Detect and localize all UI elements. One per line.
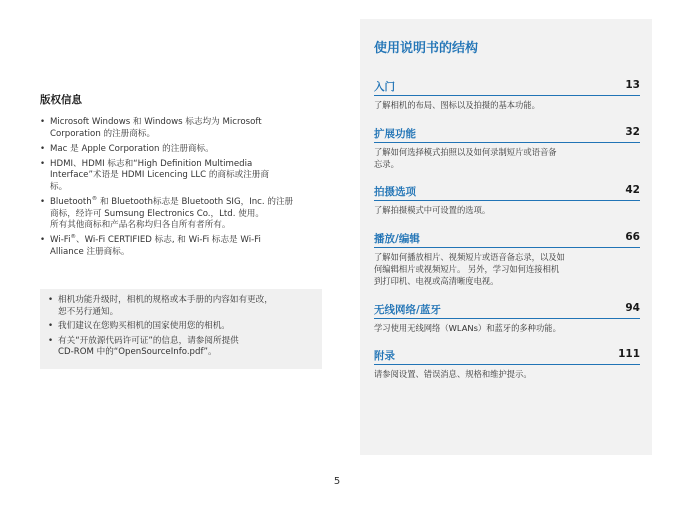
copyright-title: 版权信息: [40, 94, 82, 106]
list-item: [40, 144, 312, 156]
text-line: 了解拍摄模式中可设置的选项。: [374, 205, 491, 216]
text-line: • Mac 是 Apple Corporation 的注册商标。: [50, 143, 214, 154]
copyright-list: [40, 117, 312, 259]
toc-entry-page[interactable]: 42: [625, 184, 640, 197]
text-line: CD-ROM 中的“OpenSourceInfo.pdf”。: [58, 347, 217, 358]
list-item: [48, 321, 314, 333]
text-line: 学习使用无线网络（WLANs）和蓝牙的多种功能。: [374, 322, 561, 333]
toc-entry-page[interactable]: 32: [625, 125, 640, 138]
text-line: 忘录。: [374, 158, 399, 169]
text-line: Interface”术语是 HDMI Licencing LLC 的商标或注册商: [50, 170, 270, 181]
text-line: 何编辑相片或视频短片。 另外，学习如何连接相机: [374, 263, 560, 274]
toc-entry-description: [374, 323, 640, 335]
toc-entry-header: [374, 79, 640, 96]
page-number: 5: [333, 476, 341, 487]
toc-entry-wireless-bluetooth[interactable]: [374, 302, 640, 335]
toc-list: [374, 79, 640, 381]
toc-entry-label[interactable]: 无线网络/蓝牙: [374, 303, 441, 316]
registered-mark: ®: [70, 234, 77, 241]
text-line: 到打印机、电视或高清晰度电视。: [374, 275, 499, 286]
text-line: 了解如何选择模式拍照以及如何录制短片或语音备: [374, 146, 557, 157]
brand-name: Wi-Fi: [50, 235, 71, 246]
toc-entry-header: [374, 302, 640, 319]
list-item: [40, 235, 312, 258]
toc-entry-page[interactable]: 94: [625, 301, 640, 314]
text-run: 、Wi-Fi CERTIFIED 标志, 和 Wi-Fi 标志是 Wi-Fi: [76, 235, 261, 246]
toc-entry-page[interactable]: 66: [625, 231, 640, 244]
toc-entry-description: [374, 369, 640, 381]
toc-entry-label[interactable]: 播放/编辑: [374, 233, 420, 246]
text-line: 所有其他商标和产品名称均归各自所有者所有。: [50, 220, 231, 231]
toc-entry-header: [374, 126, 640, 143]
text-line: • HDMI、HDMI 标志和“High Definition Multimedia: [50, 158, 253, 169]
toc-entry-header: [374, 348, 640, 365]
copyright-section: [40, 92, 312, 262]
registered-mark: ®: [91, 196, 98, 203]
toc-entry-description: [374, 147, 640, 171]
toc-entry-description: [374, 205, 640, 217]
toc-entry-label[interactable]: 附录: [374, 350, 395, 363]
text-line: 了解相机的布局、图标以及拍摄的基本功能。: [374, 100, 540, 110]
text-line: 请参阅设置、错误消息、规格和维护提示。: [374, 369, 532, 380]
text-line: Alliance 注册商标。: [50, 246, 130, 257]
text-line: 标。: [50, 181, 68, 192]
list-item: [40, 197, 312, 232]
text-line: 了解如何播放相片、视频短片或语音备忘录，以及如: [374, 252, 565, 263]
toc-entry-page[interactable]: 13: [625, 79, 640, 91]
toc-entry-label[interactable]: 拍摄选项: [374, 186, 416, 199]
text-line: • 我们建议在您购买相机的国家使用您的相机。: [58, 321, 230, 332]
brand-name: Bluetooth: [50, 197, 92, 208]
toc-entry-appendix[interactable]: [374, 348, 640, 381]
text-run: 和 Bluetooth标志是 Bluetooth SIG，Inc. 的注册: [97, 197, 294, 208]
toc-entry-page[interactable]: 111: [618, 348, 640, 361]
toc-entry-description: [374, 252, 640, 287]
text-line: • 有关“开放源代码许可证”的信息，请参阅所提供: [58, 335, 239, 346]
list-item: [48, 295, 314, 318]
text-line: 恕不另行通知。: [58, 306, 119, 317]
toc-entry-playback-editing[interactable]: [374, 231, 640, 287]
toc-entry-getting-started[interactable]: [374, 79, 640, 112]
list-item: [40, 159, 312, 194]
notice-list: [48, 295, 314, 359]
text-line: [50, 235, 312, 247]
text-line: 商标，经许可 Sumsung Electronics Co.，Ltd. 使用。: [50, 208, 264, 219]
text-line: • 相机功能升级时，相机的规格或本手册的内容如有更改，: [58, 295, 273, 305]
toc-entry-label[interactable]: 入门: [374, 81, 395, 93]
toc-entry-description: [374, 100, 640, 112]
toc-panel: [360, 19, 652, 455]
toc-entry-label[interactable]: 扩展功能: [374, 127, 416, 140]
toc-entry-extended-functions[interactable]: [374, 126, 640, 171]
text-line: Corporation 的注册商标。: [50, 128, 156, 139]
toc-entry-header: [374, 231, 640, 248]
text-line: • Microsoft Windows 和 Windows 标志均为 Microsoft: [50, 117, 262, 127]
toc-entry-header: [374, 184, 640, 201]
text-line: [50, 197, 312, 209]
list-item: [48, 336, 314, 359]
toc-entry-shooting-options[interactable]: [374, 184, 640, 217]
notice-box: [40, 289, 322, 369]
list-item: [40, 117, 312, 140]
toc-title: 使用说明书的结构: [374, 41, 479, 56]
